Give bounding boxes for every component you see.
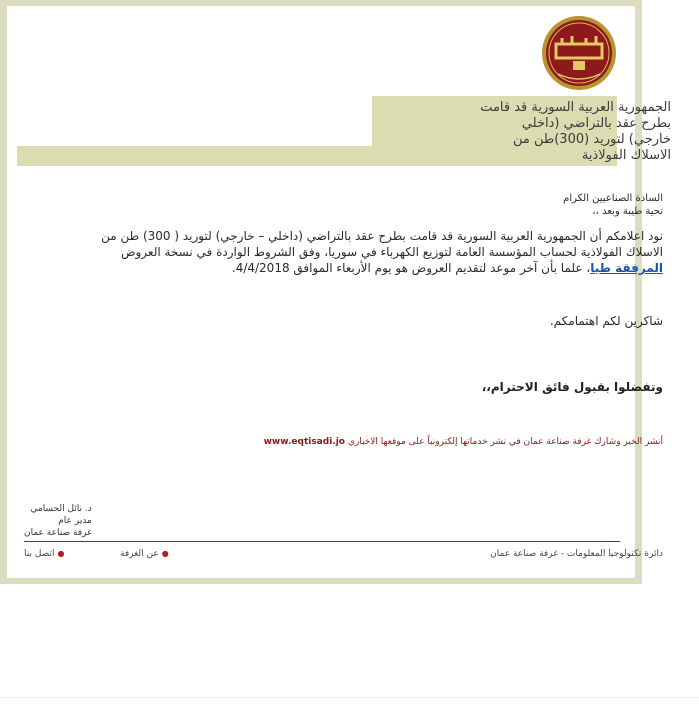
footer-divider — [24, 541, 620, 542]
signatory-org: غرفة صناعة عمان — [24, 528, 92, 538]
about-chamber-link[interactable] — [120, 549, 169, 559]
chamber-logo — [540, 14, 618, 92]
title-band-notch — [17, 96, 372, 146]
about-chamber-label: عن الغرفة — [120, 549, 159, 559]
page-bottom-divider — [0, 697, 699, 698]
greeting-opening: تحية طيبة وبعد ،، — [592, 206, 663, 217]
share-text: أنشر الخبر وشارك غرفة صناعة عمان في نشر خدماتها إلكترونياً على موقعها الاخباري — [347, 437, 663, 447]
signatory-position: مدير عام — [58, 516, 92, 526]
thanks-line: شاكرين لكم اهتمامكم. — [549, 314, 663, 328]
contact-us-label: اتصل بنا — [24, 549, 55, 559]
signature-block — [24, 503, 92, 539]
greeting — [563, 192, 663, 218]
website-link[interactable]: www.eqtisadi.jo — [263, 437, 345, 447]
signatory-name: د. نائل الحسامي — [30, 504, 92, 514]
footer-department: دائرة تكنولوجيا المعلومات - غرفة صناعة عمان — [490, 549, 663, 559]
share-notice — [264, 437, 663, 447]
regards-line: وتفضلوا بقبول فائق الاحترام،، — [481, 380, 663, 394]
greeting-salutation: السادة الصناعيين الكرام — [563, 193, 663, 204]
paragraph-text-end: ، علما بأن آخر موعد لتقديم العروض هو يوم الأربعاء الموافق 4/4/2018. — [231, 261, 591, 275]
bullet-icon: ● — [57, 549, 65, 558]
paragraph-text: نود اعلامكم أن الجمهورية العربية السورية قد قامت بطرح عقد بالتراضي (داخلي – خارجي) لتوريد ( 300) طن من الاسلاك الفولاذية لحساب المؤسسة العامة لتوزيع الكهرباء في سوريا، وفق الشروط الواردة في نسخة العروض — [101, 229, 663, 259]
attachment-link[interactable]: المرفقة طيا — [590, 261, 663, 275]
title-line: الجمهورية العربية السورية قد قامت — [480, 100, 671, 115]
announcement-paragraph — [93, 228, 663, 276]
title-line: الاسلاك الفولاذية — [581, 148, 671, 163]
bullet-icon: ● — [161, 549, 169, 558]
title-line: بطرح عقد بالتراضي (داخلي — [521, 116, 671, 131]
news-title — [411, 100, 671, 164]
title-line: خارجي) لتوريد (300)طن من — [512, 132, 671, 147]
contact-us-link[interactable] — [24, 549, 64, 559]
